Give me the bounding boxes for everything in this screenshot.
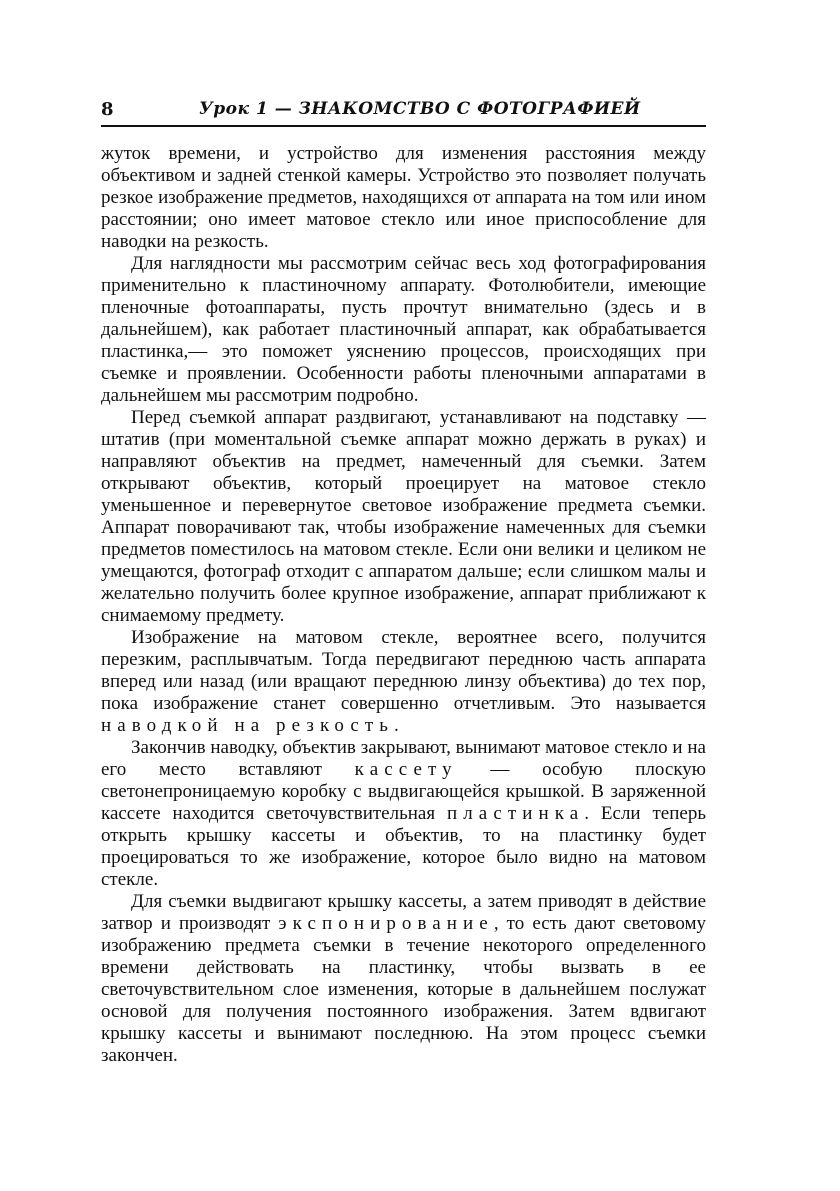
body-text (101, 143, 706, 1067)
paragraph-text: Закончив наводку, объектив закрывают, вынимают матовое стекло и на его место вставляют (101, 737, 706, 780)
emphasized-term: наводкой на резкость (101, 715, 395, 736)
paragraph-text: . (394, 715, 399, 736)
paragraph-text: Для наглядности мы рассмотрим сейчас весь ход фотографирования применительно к пластиночному аппарату. Фотолюбители, имеющие пленочные фотоаппараты, пусть прочтут внимательно (здесь и в дальнейшем), как работает пластиночный аппарат, как обрабатывается пластинка,— это поможет уяснению процессов, происходящих при съемке и проявлении. Особенности работы пленочными аппаратами в дальнейшем мы рассмотрим подробно. (101, 253, 706, 406)
paragraph-text: жуток времени, и устройство для изменения расстояния между объективом и задней стенкой камеры. Устройство это позволяет получать резкое изображение предметов, находящихся от аппарата на том или ином расстоянии; оно имеет матовое стекло или иное приспособление для наводки на резкость. (101, 143, 706, 252)
paragraph-text: Перед съемкой аппарат раздвигают, устанавливают на подставку — штатив (при моментальной съемке аппарат можно держать в руках) и направляют объектив на предмет, намеченный для съемки. Затем открывают объектив, который проецирует на матовое стекло уменьшенное и перевернутое световое изображение предмета съемки. Аппарат поворачивают так, чтобы изображение намеченных для съемки предметов поместилось на матовом стекле. Если они велики и целиком не умещаются, фотограф отходит с аппаратом дальше; если слишком малы и желательно получить более крупное изображение, аппарат приближают к снимаемому предмету. (101, 407, 706, 626)
paragraph-text: , то есть дают световому изображению предмета съемки в течение некоторого определенного времени действовать на пластинку, чтобы вызвать в ее светочувствительном слое изменения, которые в дальнейшем послужат основой для получения постоянного изображения. Затем вдвигают крышку кассеты и вынимают последнюю. На этом процесс съемки закончен. (101, 913, 706, 1066)
paragraph (101, 627, 706, 737)
book-page (101, 95, 706, 1067)
emphasized-term: экспонирование (278, 913, 494, 934)
paragraph (101, 253, 706, 407)
paragraph-continuation (101, 143, 706, 253)
paragraph-text: Для съемки выдвигают крышку кассеты, а затем приводят в действие затвор и производят (101, 891, 706, 934)
running-head (101, 95, 706, 127)
chapter-title: Урок 1 — ЗНАКОМСТВО С ФОТОГРАФИЕЙ (199, 99, 641, 119)
emphasized-term: пластинка (447, 803, 585, 824)
emphasized-term: кассету (354, 759, 458, 780)
paragraph-text: — особую плоскую светонепроницаемую коробку с выдвигающейся крышкой. В заряженной кассете находится светочувствительная (101, 759, 706, 824)
paragraph (101, 891, 706, 1067)
paragraph-text: Изображение на матовом стекле, вероятнее всего, получится перезким, расплывчатым. Тогда передвигают переднюю часть аппарата вперед или назад (или вращают переднюю линзу объектива) до тех пор, пока изображение станет совершенно отчетливым. Это называется (101, 627, 706, 714)
paragraph (101, 407, 706, 627)
paragraph-text: . Если теперь открыть крышку кассеты и объектив, то на пластинку будет проецироваться то же изображение, которое было видно на матовом стекле. (101, 803, 706, 890)
page-number: 8 (101, 99, 114, 120)
paragraph (101, 737, 706, 891)
